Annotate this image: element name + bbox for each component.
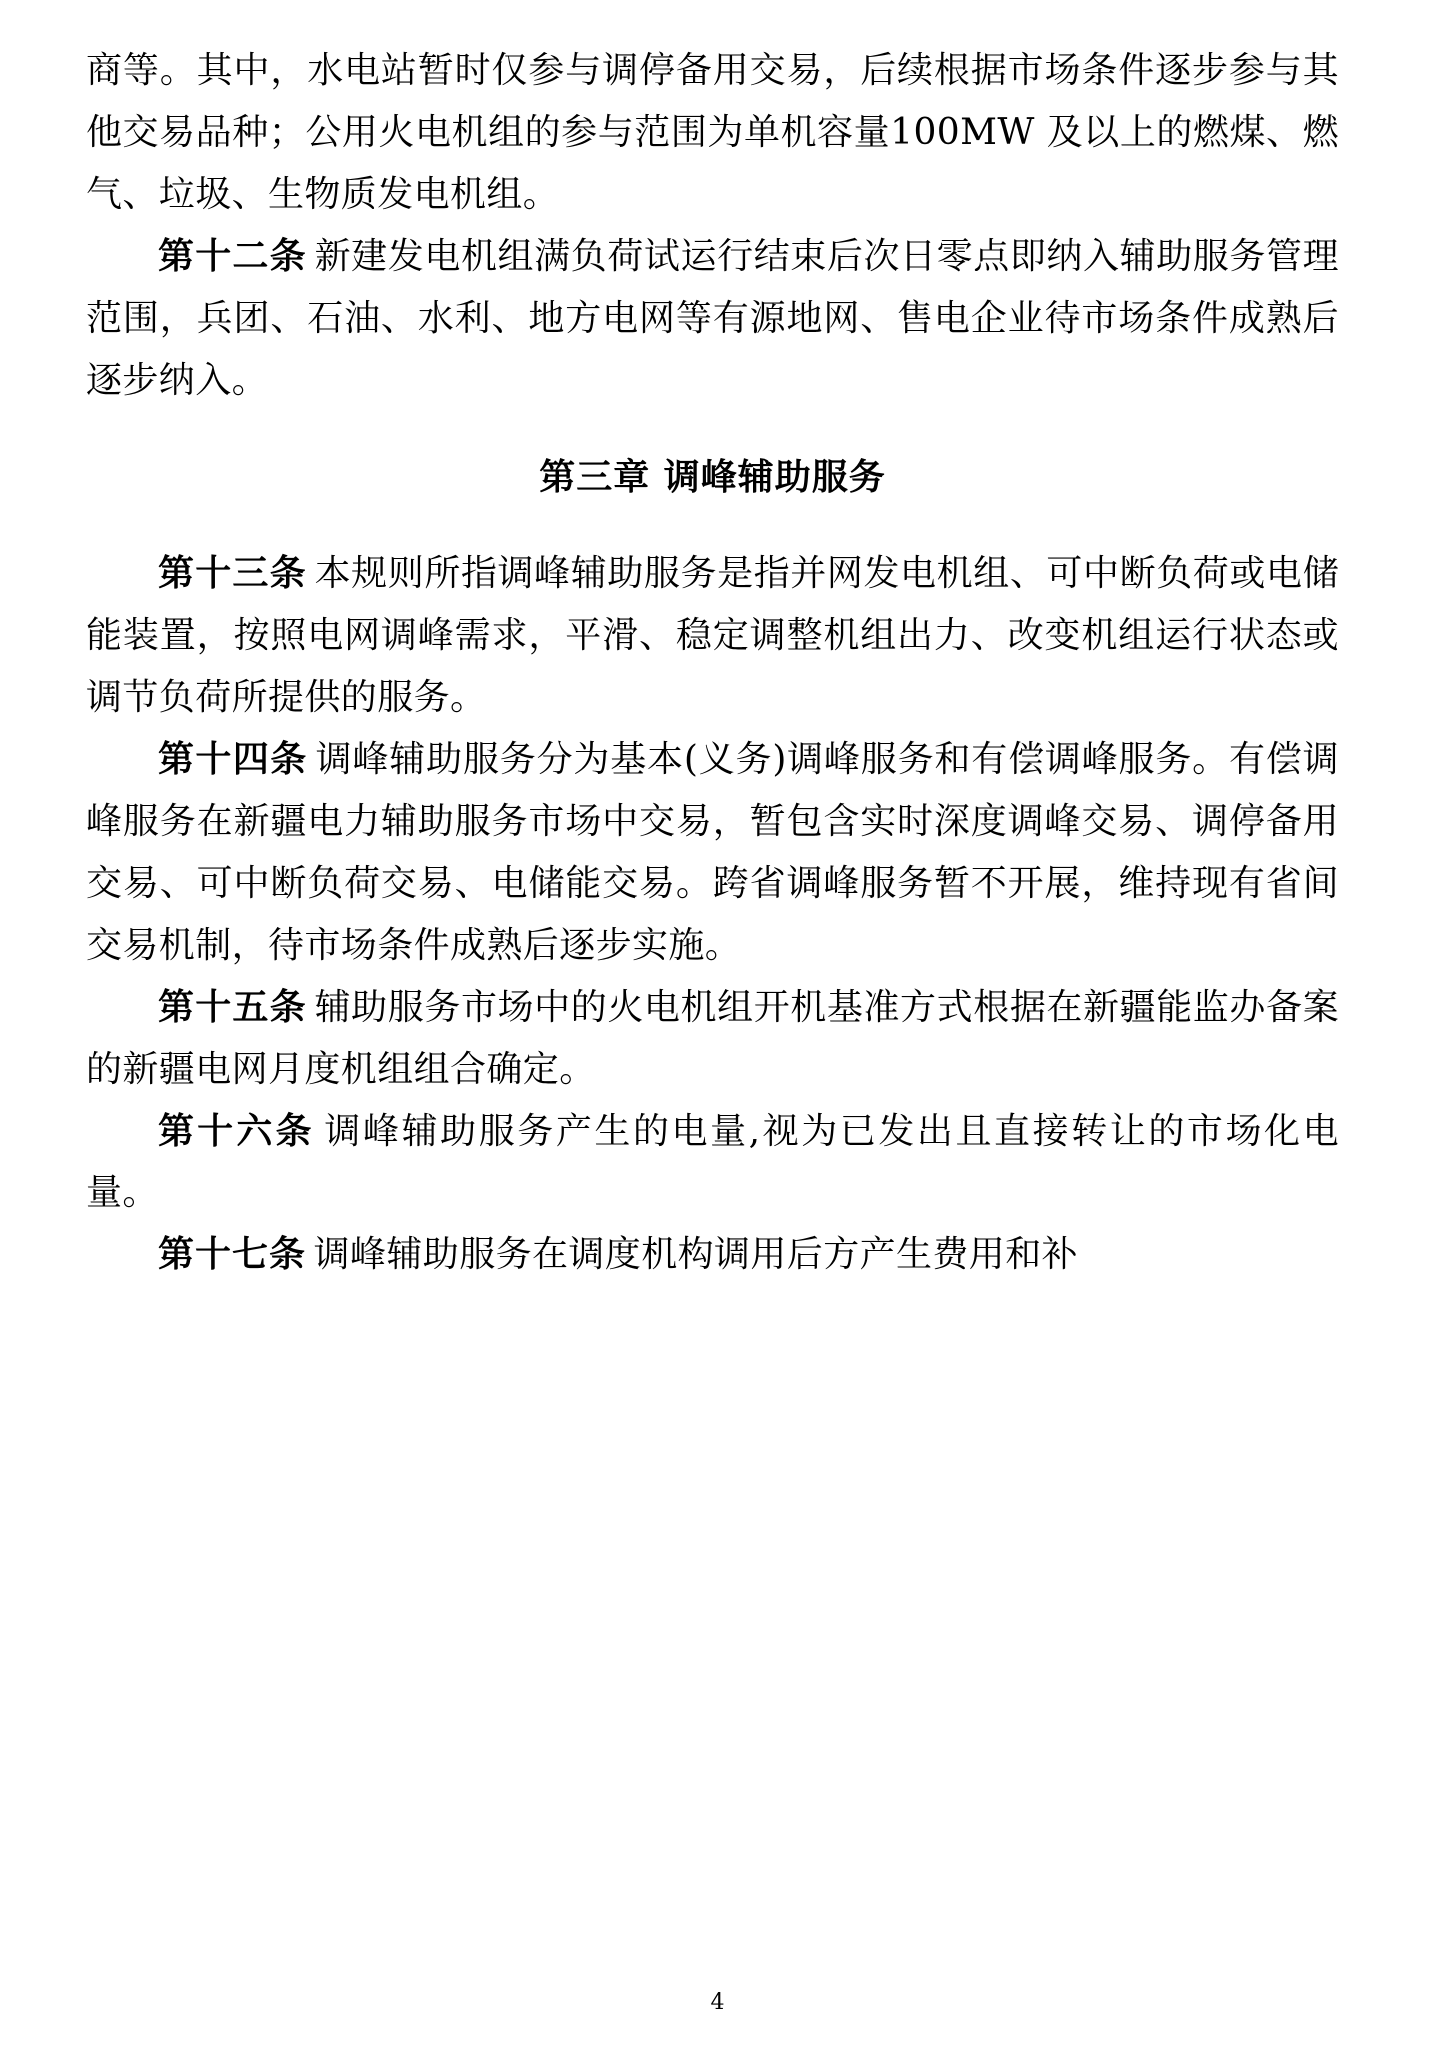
article-14-label: 第十四条 (158, 738, 308, 781)
article-16 (86, 1101, 1339, 1225)
article-17-spacer (306, 1234, 314, 1275)
article-17-text: 调峰辅助服务在调度机构调用后方产生费用和补 (313, 1234, 1079, 1276)
article-15-text: 辅助服务市场中的火电机组开机基准方式根据在新疆能监办备案的新疆电网月度机组组合确定。 (86, 986, 1339, 1090)
article-13-text: 本规则所指调峰辅助服务是指并网发电机组、可中断负荷或电储能装置，按照电网调峰需求，平滑、稳定调整机组出力、改变机组运行状态或调节负荷所提供的服务。 (86, 553, 1339, 719)
article-12-label: 第十二条 (158, 234, 307, 277)
article-16-label: 第十六条 (158, 1109, 315, 1152)
article-16-text: 调峰辅助服务产生的电量,视为已发出且直接转让的市场化电量。 (86, 1110, 1339, 1214)
page-body (86, 40, 1339, 1286)
chapter-heading-3: 第三章 调峰辅助服务 (539, 457, 886, 499)
article-15-label: 第十五条 (158, 985, 307, 1028)
article-17-label: 第十七条 (158, 1233, 307, 1276)
article-14-text: 调峰辅助服务分为基本(义务)调峰服务和有偿调峰服务。有偿调峰服务在新疆电力辅助服务市场中交易，暂包含实时深度调峰交易、调停备用交易、可中断负荷交易、电储能交易。跨省调峰服务暂不开展，维持现有省间交易机制，待市场条件成熟后逐步实施。 (86, 739, 1339, 966)
article-13-label: 第十三条 (158, 552, 307, 595)
article-12-text: 新建发电机组满负荷试运行结束后次日零点即纳入辅助服务管理范围，兵团、石油、水利、地方电网等有源地网、售电企业待市场条件成熟后逐步纳入。 (86, 235, 1339, 401)
article-13 (86, 543, 1339, 729)
page-number: 4 (710, 1990, 725, 2015)
article-12 (86, 226, 1339, 412)
paragraph-continuation: 商等。其中，水电站暂时仅参与调停备用交易，后续根据市场条件逐步参与其他交易品种；公用火电机组的参与范围为单机容量100MW 及以上的燃煤、燃气、垃圾、生物质发电机组。 (86, 50, 1339, 215)
article-15 (86, 977, 1339, 1101)
article-14 (86, 729, 1339, 977)
article-17 (86, 1224, 1339, 1286)
